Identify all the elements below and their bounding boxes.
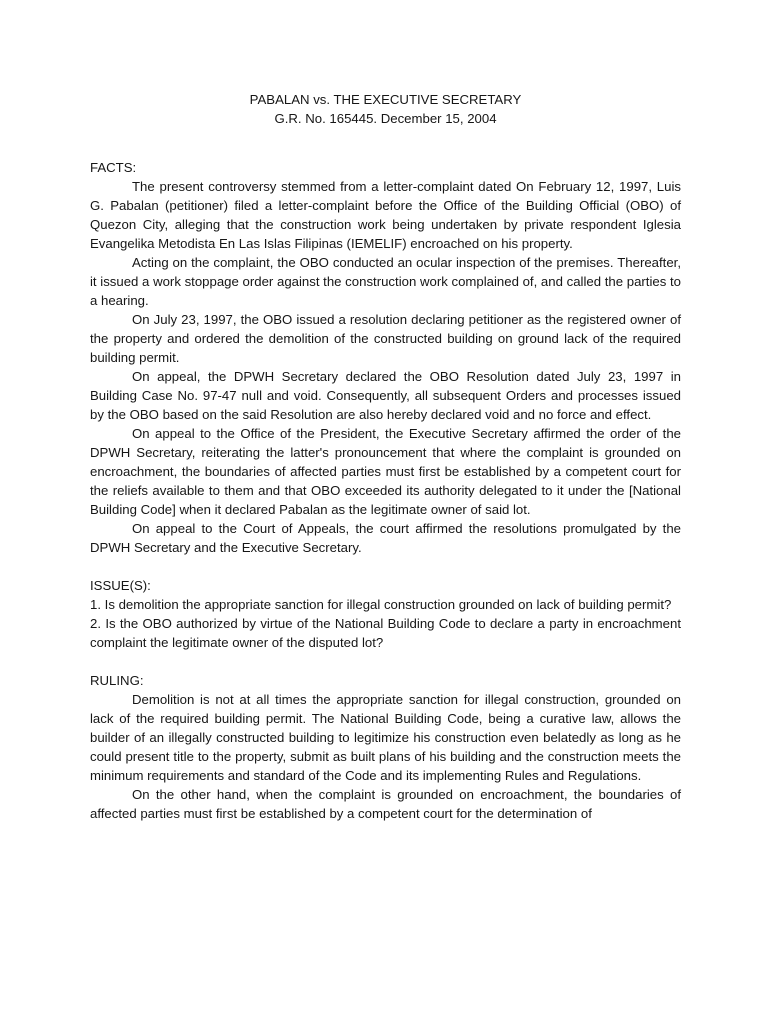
facts-paragraph: The present controversy stemmed from a letter-complaint dated On February 12, 1997, Luis G. Pabalan (petitioner) filed a letter-complaint before the Office of the Building Official (OBO) of Quezon City, alleging that the construction work being undertaken by private respondent Iglesia Evangelika Metodista En Las Islas Filipinas (IEMELIF) encroached on his property. [90,179,681,251]
issue-item: 2. Is the OBO authorized by virtue of the National Building Code to declare a party in encroachment complaint the legitimate owner of the disputed lot? [90,616,681,650]
case-title: PABALAN vs. THE EXECUTIVE SECRETARY [249,92,522,107]
facts-paragraph: On appeal to the Office of the President, the Executive Secretary affirmed the order of the DPWH Secretary, reiterating the latter's pronouncement that where the complaint is grounded on encroachment, the boundaries of affected parties must first be established by a competent court for the reliefs available to them and that OBO exceeded its authority delegated to it under the [National Building Code] when it declared Pabalan as the legitimate owner of said lot. [90,426,681,517]
case-citation: G.R. No. 165445. December 15, 2004 [274,111,497,126]
issues-heading: ISSUE(S): [90,578,151,593]
section-spacer [90,652,681,671]
issue-item: 1. Is demolition the appropriate sanction for illegal construction grounded on lack of building permit? [90,597,672,612]
facts-paragraph: On appeal, the DPWH Secretary declared the OBO Resolution dated July 23, 1997 in Building Case No. 97-47 null and void. Consequently, all subsequent Orders and processes issued by the OBO based on the said Resolution are also hereby declared void and no force and effect. [90,369,681,422]
ruling-paragraph: On the other hand, when the complaint is grounded on encroachment, the boundaries of affected parties must first be established by a competent court for the determination of [90,787,681,821]
ruling-section [90,671,681,823]
facts-paragraph: On appeal to the Court of Appeals, the court affirmed the resolutions promulgated by the DPWH Secretary and the Executive Secretary. [90,521,681,555]
facts-paragraph: Acting on the complaint, the OBO conducted an ocular inspection of the premises. Thereafter, it issued a work stoppage order against the construction work complained of, and called the parties to a hearing. [90,255,681,308]
issues-section [90,576,681,652]
case-title-block [90,90,681,128]
facts-section [90,158,681,557]
facts-paragraph: On July 23, 1997, the OBO issued a resolution declaring petitioner as the registered owner of the property and ordered the demolition of the constructed building on ground lack of the required building permit. [90,312,681,365]
ruling-paragraph: Demolition is not at all times the appropriate sanction for illegal construction, grounded on lack of the required building permit. The National Building Code, being a curative law, allows the builder of an illegally constructed building to legitimize his construction even belatedly as long as he could present title to the property, submit as built plans of his building and the construction meets the minimum requirements and standard of the Code and its implementing Rules and Regulations. [90,692,681,783]
facts-heading: FACTS: [90,160,137,175]
ruling-heading: RULING: [90,673,144,688]
section-spacer [90,557,681,576]
